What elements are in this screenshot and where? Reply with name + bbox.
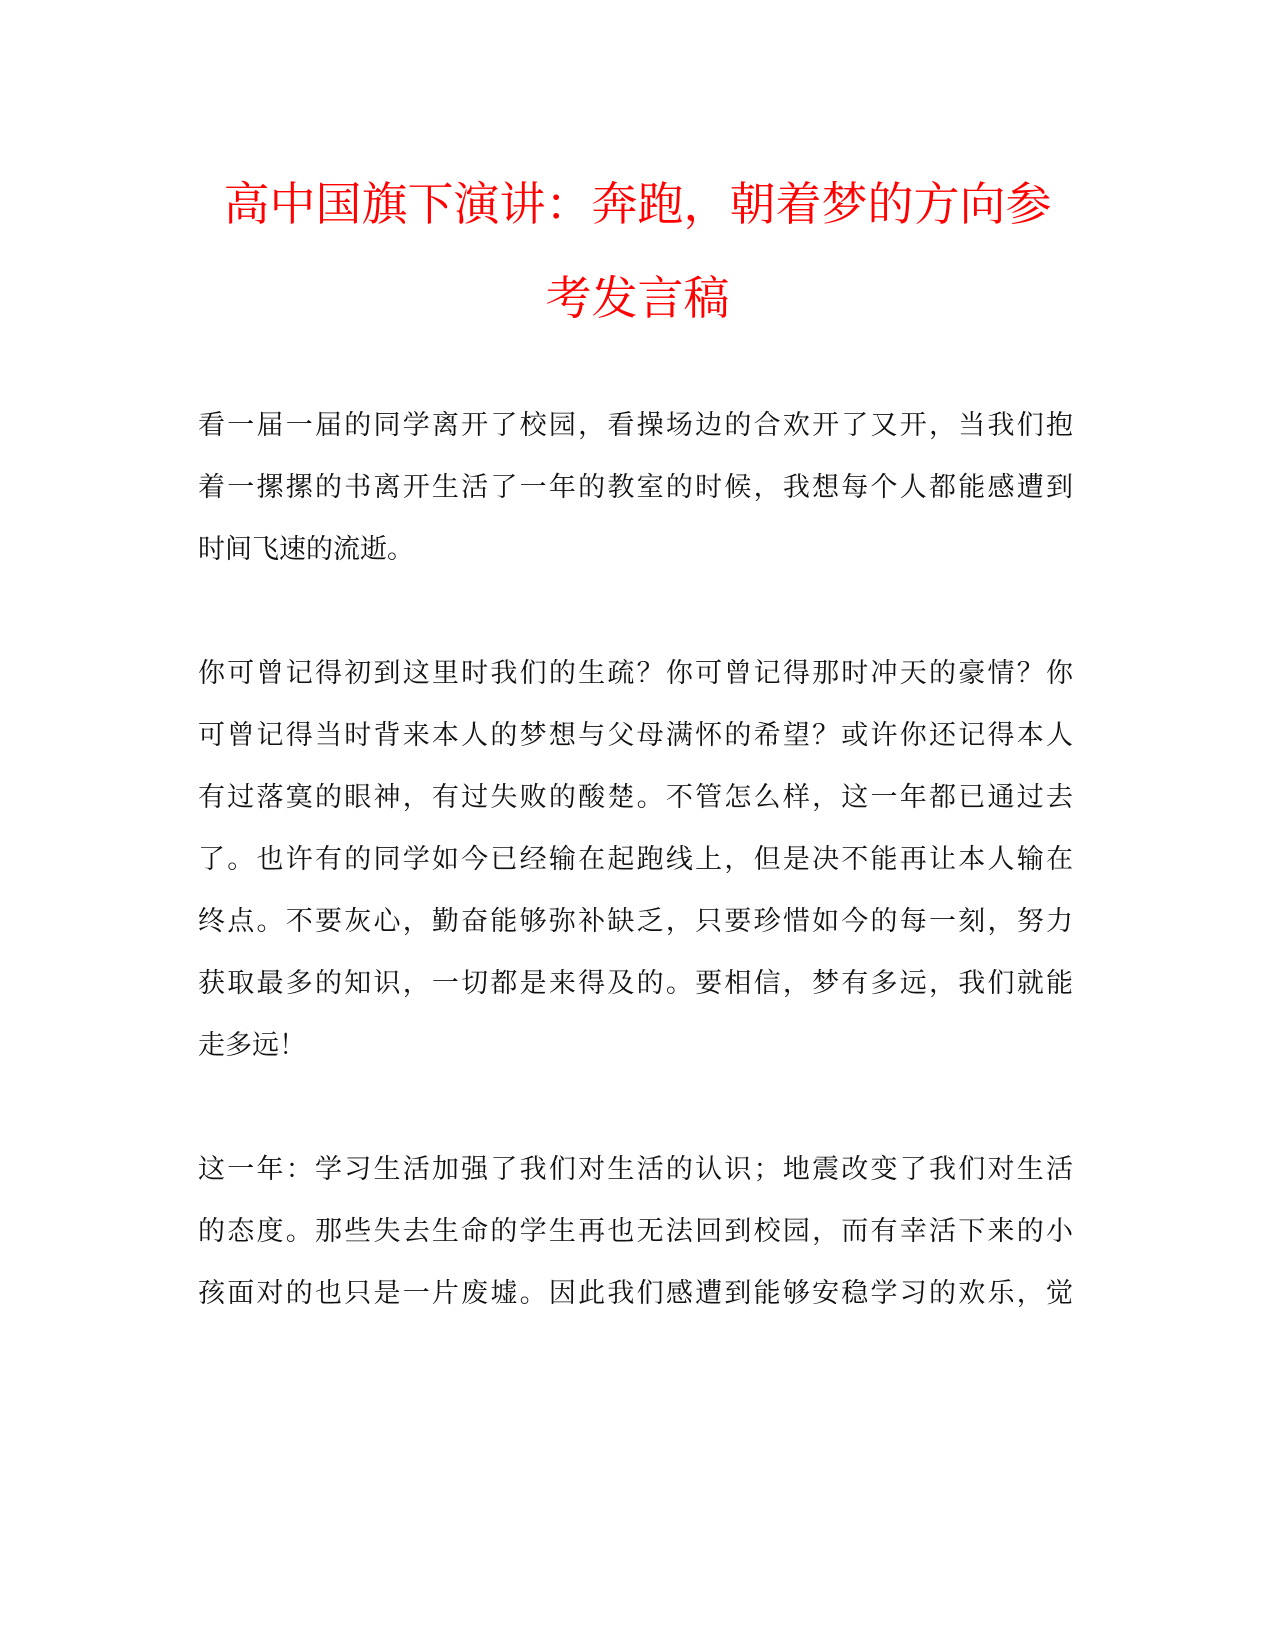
document-title-line-2: 考发言稿 [545,271,730,325]
paragraph-2-line-3: 有过落寞的眼神，有过失败的酸楚。不管怎么样，这一年都已通过去 [198,782,1073,813]
paragraph-2-line-7: 走多远！ [198,1030,306,1061]
paragraph-1-line-2: 着一摞摞的书离开生活了一年的教室的时候，我想每个人都能感遭到 [198,472,1073,503]
paragraph-3-line-2: 的态度。那些失去生命的学生再也无法回到校园，而有幸活下来的小 [198,1216,1073,1247]
paragraph-2-line-6: 获取最多的知识，一切都是来得及的。要相信，梦有多远，我们就能 [198,968,1073,999]
paragraph-2-line-4: 了。也许有的同学如今已经输在起跑线上，但是决不能再让本人输在 [198,844,1073,875]
paragraph-3-line-1: 这一年：学习生活加强了我们对生活的认识；地震改变了我们对生活 [198,1154,1073,1185]
paragraph-1-line-3: 时间飞速的流逝。 [198,534,414,565]
document-title-line-1: 高中国旗下演讲：奔跑，朝着梦的方向参 [223,177,1052,231]
paragraph-2-line-5: 终点。不要灰心，勤奋能够弥补缺乏，只要珍惜如今的每一刻，努力 [198,906,1073,937]
paragraph-3-line-3: 孩面对的也只是一片废墟。因此我们感遭到能够安稳学习的欢乐，觉 [198,1278,1073,1309]
paragraph-2-line-1: 你可曾记得初到这里时我们的生疏？你可曾记得那时冲天的豪情？你 [198,658,1073,689]
paragraph-2-line-2: 可曾记得当时背来本人的梦想与父母满怀的希望？或许你还记得本人 [198,720,1073,751]
paragraph-1-line-1: 看一届一届的同学离开了校园，看操场边的合欢开了又开，当我们抱 [198,410,1073,441]
